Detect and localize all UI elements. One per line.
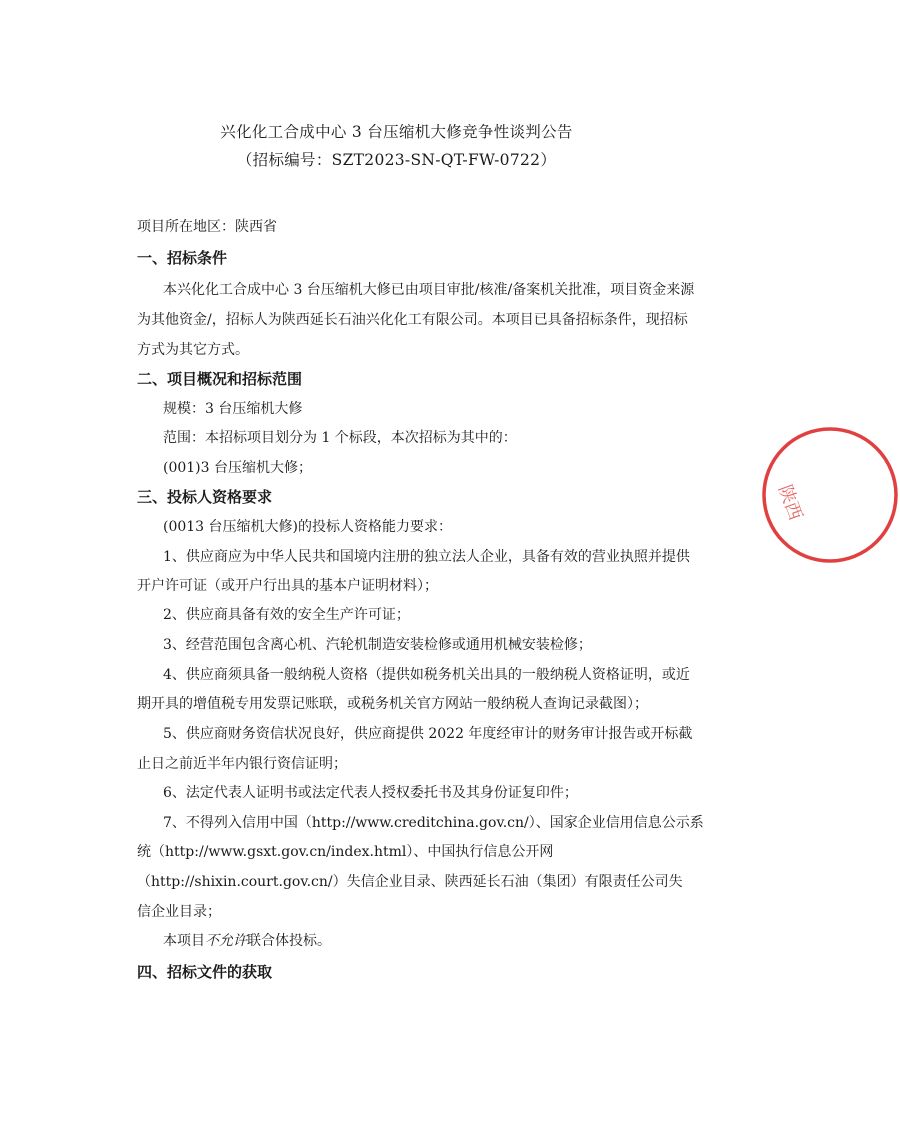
- paragraph-line: 6、法定代表人证明书或法定代表人授权委托书及其身份证复印件；: [163, 785, 578, 801]
- paragraph-line: 本兴化化工合成中心 3 台压缩机大修已由项目审批/核准/备案机关批准，项目资金来源: [163, 282, 695, 298]
- section-heading-1: 一、招标条件: [137, 249, 228, 267]
- paragraph-line: 规模：3 台压缩机大修: [163, 401, 303, 417]
- paragraph-line: 为其他资金/，招标人为陕西延长石油兴化化工有限公司。本项目已具备招标条件，现招标: [137, 312, 688, 328]
- tender-number: （招标编号：SZT2023-SN-QT-FW-0722）: [236, 151, 557, 169]
- paragraph-line: 1、供应商应为中华人民共和国境内注册的独立法人企业，具备有效的营业执照并提供: [163, 549, 690, 565]
- document-title: 兴化化工合成中心 3 台压缩机大修竞争性谈判公告: [220, 123, 573, 141]
- paragraph-line: 5、供应商财务资信状况良好，供应商提供 2022 年度经审计的财务审计报告或开标截: [163, 726, 693, 742]
- paragraph-line: (001)3 台压缩机大修；: [163, 460, 313, 476]
- joint-bid-emphasis: 不允许: [205, 933, 247, 949]
- paragraph-line: 方式为其它方式。: [137, 342, 249, 358]
- paragraph-line: 期开具的增值税专用发票记账联，或税务机关官方网站一般纳税人查询记录截图）；: [137, 696, 648, 712]
- paragraph-line: （http://shixin.court.gov.cn/）失信企业目录、陕西延长石油（集团）有限责任公司失: [137, 874, 683, 890]
- paragraph-line: 统（http://www.gsxt.gov.cn/index.html）、中国执行信息公开网: [137, 844, 554, 860]
- paragraph-line: 2、供应商具备有效的安全生产许可证；: [163, 607, 410, 623]
- section-heading-3: 三、投标人资格要求: [137, 488, 273, 506]
- paragraph-line: 范围：本招标项目划分为 1 个标段，本次招标为其中的：: [163, 430, 517, 446]
- project-region: 项目所在地区：陕西省: [137, 219, 277, 235]
- paragraph-line: 7、不得列入信用中国（http://www.creditchina.gov.cn/）、国家企业信用信息公示系: [163, 815, 704, 831]
- stamp-text: 陕西: [773, 482, 806, 524]
- paragraph-line: 开户许可证（或开户行出具的基本户证明材料）；: [137, 578, 438, 594]
- paragraph-line: 4、供应商须具备一般纳税人资格（提供如税务机关出具的一般纳税人资格证明，或近: [163, 667, 690, 683]
- paragraph-line: 信企业目录；: [137, 904, 221, 920]
- section-heading-4: 四、招标文件的获取: [137, 963, 273, 981]
- joint-bid-prefix: 本项目: [163, 933, 205, 949]
- section-heading-2: 二、项目概况和招标范围: [137, 370, 303, 388]
- joint-bid-statement: [163, 932, 683, 950]
- official-seal-stamp: [760, 425, 900, 565]
- paragraph-line: 止日之前近半年内银行资信证明；: [137, 756, 347, 772]
- joint-bid-suffix: 联合体投标。: [247, 933, 331, 949]
- paragraph-line: 3、经营范围包含离心机、汽轮机制造安装检修或通用机械安装检修；: [163, 637, 592, 653]
- paragraph-line: (0013 台压缩机大修)的投标人资格能力要求：: [163, 519, 453, 535]
